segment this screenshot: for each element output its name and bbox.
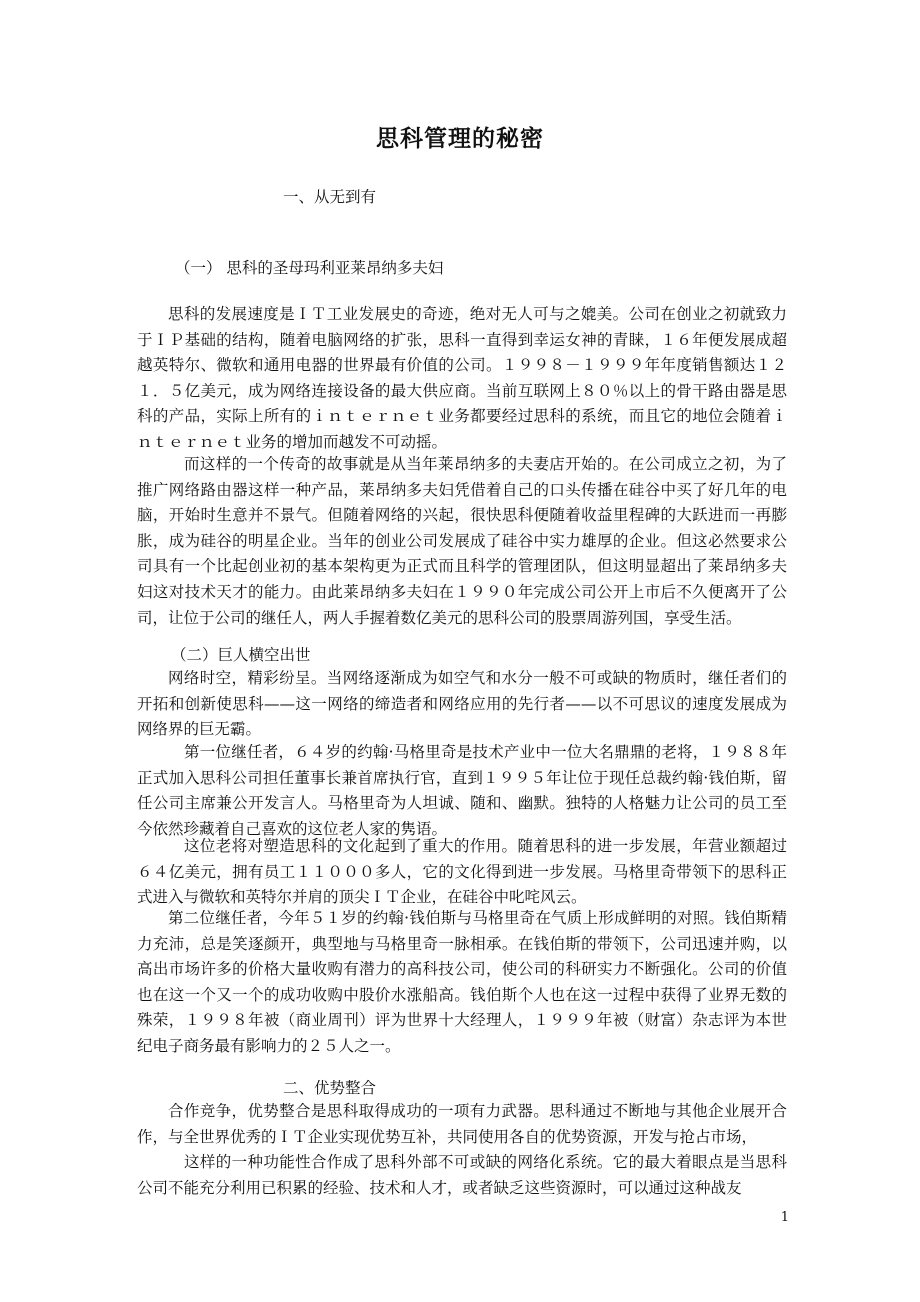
subsection-heading-1: （一） 思科的圣母玛利亚莱昂纳多夫妇 xyxy=(175,259,444,277)
subsection-heading-2: （二）巨人横空出世 xyxy=(171,646,311,664)
paragraph-6: 第二位继任者，今年５１岁的约翰·钱伯斯与马格里奇在气质上形成鲜明的对照。钱伯斯精力充沛，总是笑逐颜开，典型地与马格里奇一脉相承。在钱伯斯的带领下，公司迅速并购，以高出市场许多的价格大量收购有潜力的高科技公司，使公司的科研实力不断强化。公司的价值也在这一个又一个的成功收购中股价水涨船高。钱伯斯个人也在这一过程中获得了业界无数的殊荣，１９９８年被（商业周刊）评为世界十大经理人，１９９９年被（财富）杂志评为本世纪电子商务最有影响力的２５人之一。 xyxy=(137,909,787,1055)
paragraph-5: 这位老将对塑造思科的文化起到了重大的作用。随着思科的进一步发展，年营业额超过６４亿美元，拥有员工１１０００多人，它的文化得到进一步发展。马格里奇带领下的思科正式进入与微软和英特尔并肩的顶尖ＩＴ企业，在硅谷中叱咤风云。 xyxy=(137,837,787,907)
paragraph-2: 而这样的一个传奇的故事就是从当年莱昂纳多的夫妻店开始的。在公司成立之初，为了推广网络路由器这样一种产品，莱昂纳多夫妇凭借着自己的口头传播在硅谷中买了好几年的电脑，开始时生意并不景气。但随着网络的兴起，很快思科便随着收益里程碑的大跃进而一再膨胀，成为硅谷的明星企业。当年的创业公司发展成了硅谷中实力雄厚的企业。但这必然要求公司具有一个比起创业初的基本架构更为正式而且科学的管理团队，但这明显超出了莱昂纳多夫妇这对技术天才的能力。由此莱昂纳多夫妇在１９９０年完成公司公开上市后不久便离开了公司，让位于公司的继任人，两人手握着数亿美元的思科公司的股票周游列国，享受生活。 xyxy=(137,455,787,627)
document-title: 思科管理的秘密 xyxy=(376,125,544,152)
paragraph-8: 这样的一种功能性合作成了思科外部不可或缺的网络化系统。它的最大着眼点是当思科公司不能充分利用已积累的经验、技术和人才，或者缺乏这些资源时，可以通过这种战友 xyxy=(137,1153,787,1197)
page-number: 1 xyxy=(780,1210,789,1225)
section-heading-1: 一、从无到有 xyxy=(283,188,377,206)
paragraph-1: 思科的发展速度是ＩＴ工业发展史的奇迹，绝对无人可与之媲美。公司在创业之初就致力于ＩＰ基础的结构，随着电脑网络的扩张，思科一直得到幸运女神的青睐，１６年便发展成超越英特尔、微软和通用电器的世界最有价值的公司。１９９８－１９９９年年度销售额达１２１．５亿美元，成为网络连接设备的最大供应商。当前互联网上８０％以上的骨干路由器是思科的产品，实际上所有的ｉｎｔｅｒｎｅｔ业务都要经过思科的系统，而且它的地位会随着ｉｎｔｅｒｎｅｔ业务的增加而越发不可动摇。 xyxy=(137,305,787,451)
paragraph-7: 合作竞争，优势整合是思科取得成功的一项有力武器。思科通过不断地与其他企业展开合作，与全世界优秀的ＩＴ企业实现优势互补，共同使用各自的优势资源，开发与抢占市场， xyxy=(137,1102,787,1146)
paragraph-3: 网络时空，精彩纷呈。当网络逐渐成为如空气和水分一般不可或缺的物质时，继任者们的开拓和创新使思科——这一网络的缔造者和网络应用的先行者——以不可思议的速度发展成为网络界的巨无霸。 xyxy=(137,669,787,739)
paragraph-4: 第一位继任者，６４岁的约翰·马格里奇是技术产业中一位大名鼎鼎的老将，１９８８年正式加入思科公司担任董事长兼首席执行官，直到１９９５年让位于现任总裁约翰·钱伯斯，留任公司主席兼公开发言人。马格里奇为人坦诚、随和、幽默。独特的人格魅力让公司的员工至今依然珍藏着自己喜欢的这位老人家的隽语。 xyxy=(137,743,787,838)
section-heading-2: 二、优势整合 xyxy=(283,1079,377,1097)
